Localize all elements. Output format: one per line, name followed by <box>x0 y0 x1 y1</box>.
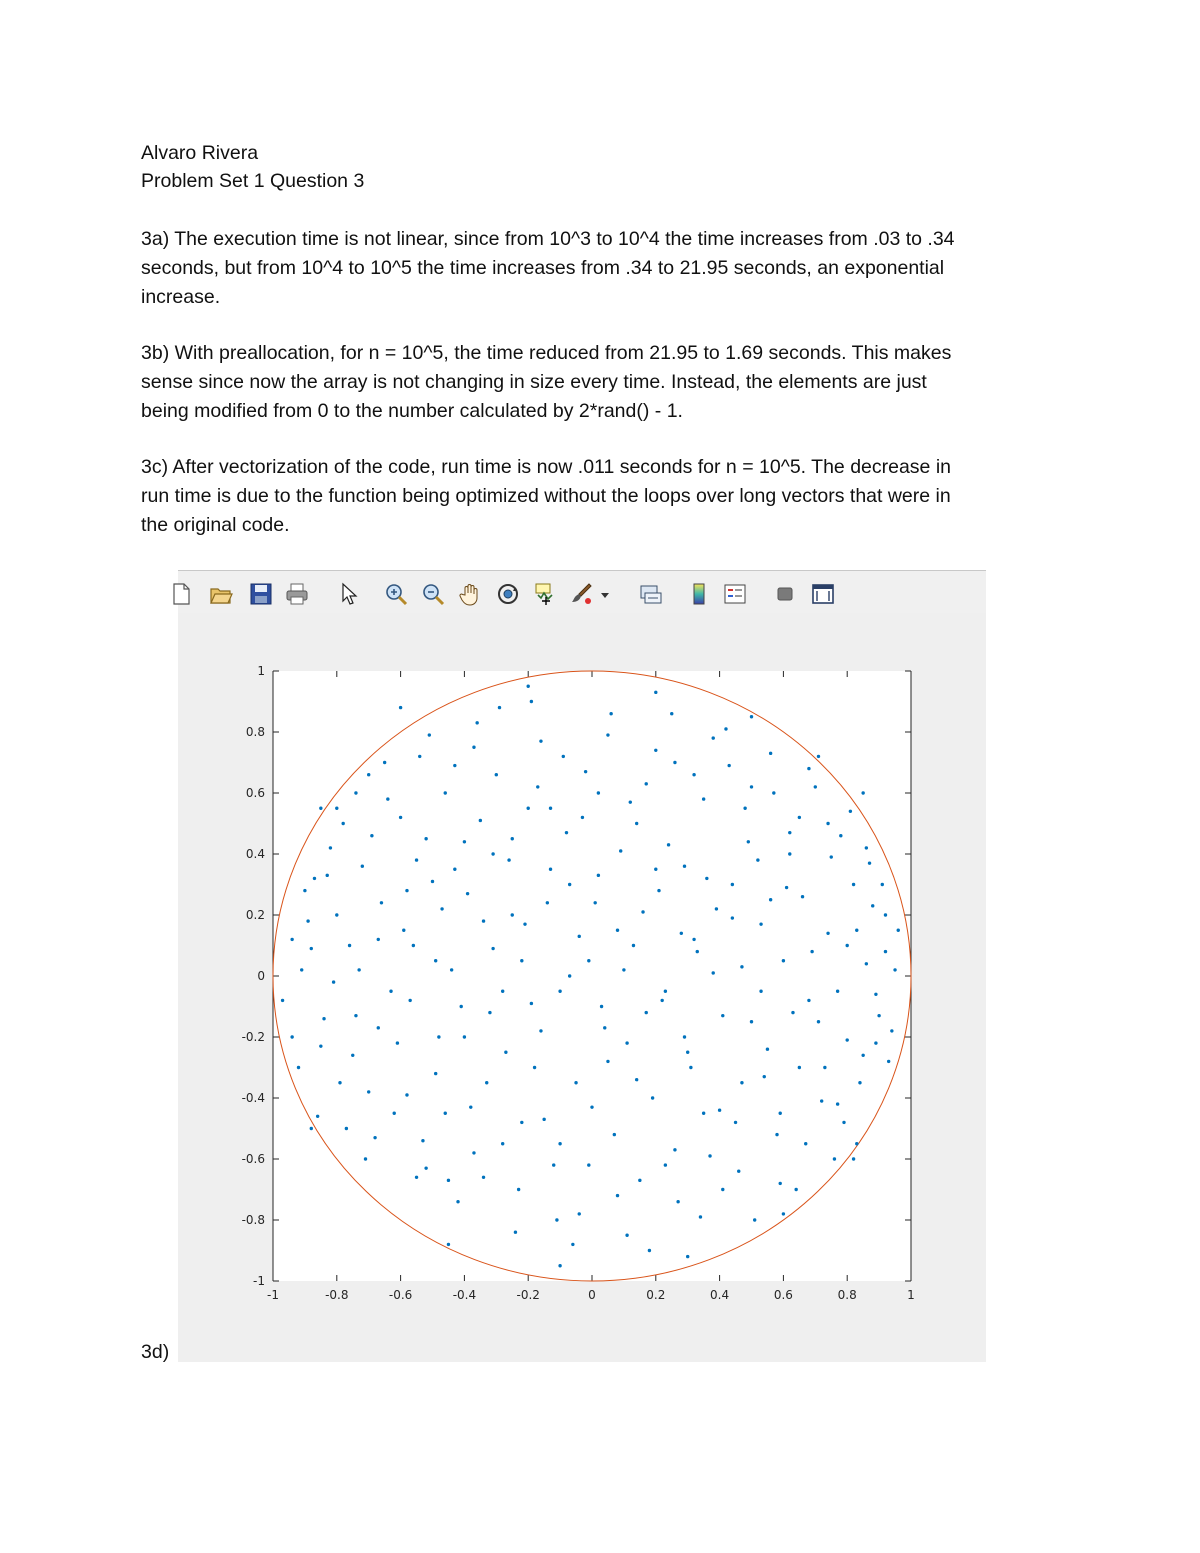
scatter-point <box>651 1096 654 1099</box>
scatter-point <box>491 947 494 950</box>
y-tick-label: -0.6 <box>241 1152 265 1166</box>
scatter-point <box>444 791 447 794</box>
scatter-point <box>402 929 405 932</box>
scatter-point <box>542 1118 545 1121</box>
scatter-point <box>552 1163 555 1166</box>
scatter-point <box>654 749 657 752</box>
scatter-point <box>313 877 316 880</box>
scatter-point <box>319 807 322 810</box>
scatter-point <box>606 1060 609 1063</box>
scatter-point <box>858 1081 861 1084</box>
scatter-point <box>310 1127 313 1130</box>
scatter-point <box>727 764 730 767</box>
scatter-point <box>654 691 657 694</box>
scatter-point <box>491 852 494 855</box>
scatter-point <box>814 785 817 788</box>
scatter-point <box>861 1054 864 1057</box>
scatter-point <box>335 913 338 916</box>
scatter-point <box>306 919 309 922</box>
answer-3b-line-3: being modified from 0 to the number calculated by 2*rand() - 1. <box>141 400 683 422</box>
scatter-point <box>794 1188 797 1191</box>
scatter-point <box>593 901 596 904</box>
scatter-point <box>498 706 501 709</box>
scatter-point <box>622 968 625 971</box>
scatter-point <box>504 1051 507 1054</box>
scatter-point <box>897 929 900 932</box>
scatter-point <box>590 1105 593 1108</box>
scatter-point <box>281 999 284 1002</box>
answer-3a-line-2: seconds, but from 10^4 to 10^5 the time increases from .34 to 21.95 seconds, an exponential <box>141 257 945 279</box>
x-tick-label: -0.2 <box>516 1288 540 1302</box>
scatter-point <box>660 999 663 1002</box>
scatter-point <box>584 770 587 773</box>
scatter-point <box>861 791 864 794</box>
scatter-point <box>798 1066 801 1069</box>
scatter-point <box>558 990 561 993</box>
scatter-point <box>377 1026 380 1029</box>
scatter-point <box>692 938 695 941</box>
x-tick-label: 0.4 <box>710 1288 730 1302</box>
scatter-point <box>686 1051 689 1054</box>
scatter-point <box>488 1011 491 1014</box>
scatter-point <box>734 1121 737 1124</box>
scatter-point <box>549 807 552 810</box>
scatter-point <box>664 1163 667 1166</box>
scatter-point <box>345 1127 348 1130</box>
scatter-point <box>740 1081 743 1084</box>
scatter-point <box>364 1157 367 1160</box>
scatter-point <box>673 1148 676 1151</box>
y-tick-label: 1 <box>257 664 265 678</box>
scatter-point <box>865 962 868 965</box>
scatter-point <box>603 1026 606 1029</box>
scatter-point <box>890 1029 893 1032</box>
scatter-point <box>641 910 644 913</box>
y-tick-label: -0.8 <box>241 1213 265 1227</box>
scatter-point <box>511 913 514 916</box>
scatter-point <box>303 889 306 892</box>
scatter-point <box>657 889 660 892</box>
scatter-point <box>357 968 360 971</box>
scatter-point <box>667 843 670 846</box>
scatter-point <box>852 1157 855 1160</box>
scatter-point <box>731 883 734 886</box>
scatter-point <box>670 712 673 715</box>
scatter-point <box>606 733 609 736</box>
scatter-point <box>648 1249 651 1252</box>
scatter-point <box>775 1133 778 1136</box>
answer-3b-line-2: sense since now the array is not changing in size every time. Instead, the elements are just <box>141 371 927 393</box>
scatter-point <box>444 1112 447 1115</box>
scatter-point <box>721 1188 724 1191</box>
answer-3a-line-1: 3a) The execution time is not linear, since from 10^3 to 10^4 the time increases from .03 to .34 <box>141 228 955 250</box>
scatter-point <box>424 837 427 840</box>
scatter-point <box>871 904 874 907</box>
scatter-point <box>495 773 498 776</box>
scatter-point <box>826 822 829 825</box>
scatter-point <box>460 1005 463 1008</box>
y-tick-label: 0.4 <box>245 847 265 861</box>
scatter-point <box>415 1176 418 1179</box>
scatter-point <box>558 1142 561 1145</box>
scatter-point <box>485 1081 488 1084</box>
scatter-point <box>782 959 785 962</box>
scatter-point <box>779 1182 782 1185</box>
scatter-point <box>597 874 600 877</box>
x-tick-label: 0.2 <box>646 1288 666 1302</box>
scatter-point <box>578 1212 581 1215</box>
scatter-point <box>756 858 759 861</box>
scatter-point <box>750 1020 753 1023</box>
scatter-point <box>737 1170 740 1173</box>
scatter-point <box>322 1017 325 1020</box>
scatter-point <box>297 1066 300 1069</box>
scatter-point <box>842 1121 845 1124</box>
scatter-point <box>852 883 855 886</box>
scatter-point <box>424 1166 427 1169</box>
scatter-point <box>893 968 896 971</box>
scatter-point <box>408 999 411 1002</box>
title-line: Problem Set 1 Question 3 <box>141 170 365 192</box>
axes-background <box>273 671 911 1281</box>
x-tick-label: 0.8 <box>837 1288 857 1302</box>
scatter-point <box>447 1243 450 1246</box>
scatter-point <box>712 736 715 739</box>
scatter-point <box>849 810 852 813</box>
x-tick-label: -0.8 <box>325 1288 349 1302</box>
scatter-point <box>326 874 329 877</box>
x-tick-label: -1 <box>267 1288 279 1302</box>
scatter-point <box>846 1038 849 1041</box>
scatter-point <box>399 706 402 709</box>
scatter-point <box>881 883 884 886</box>
scatter-point <box>772 791 775 794</box>
scatter-point <box>788 852 791 855</box>
scatter-point <box>817 1020 820 1023</box>
scatter-point <box>673 761 676 764</box>
scatter-point <box>418 755 421 758</box>
scatter-point <box>645 782 648 785</box>
scatter-point <box>539 1029 542 1032</box>
x-tick-label: -0.6 <box>388 1288 413 1302</box>
scatter-point <box>329 846 332 849</box>
x-tick-label: 0 <box>588 1288 596 1302</box>
scatter-point <box>571 1243 574 1246</box>
scatter-point <box>855 1142 858 1145</box>
answer-3a-line-3: increase. <box>141 286 221 308</box>
scatter-point <box>434 1072 437 1075</box>
scatter-point <box>421 1139 424 1142</box>
scatter-point <box>530 1002 533 1005</box>
scatter-point <box>635 822 638 825</box>
author-line: Alvaro Rivera <box>141 142 259 164</box>
scatter-point <box>683 865 686 868</box>
scatter-point <box>791 1011 794 1014</box>
scatter-point <box>600 1005 603 1008</box>
scatter-point <box>766 1048 769 1051</box>
scatter-point <box>743 807 746 810</box>
scatter-point <box>472 1151 475 1154</box>
scatter-point <box>507 858 510 861</box>
scatter-point <box>705 877 708 880</box>
scatter-point <box>316 1115 319 1118</box>
scatter-point <box>389 990 392 993</box>
scatter-point <box>562 755 565 758</box>
scatter-point <box>338 1081 341 1084</box>
scatter-point <box>475 721 478 724</box>
scatter-point <box>578 935 581 938</box>
scatter-point <box>555 1218 558 1221</box>
answer-3b-line-1: 3b) With preallocation, for n = 10^5, the time reduced from 21.95 to 1.69 seconds. This makes <box>141 342 952 364</box>
scatter-point <box>635 1078 638 1081</box>
scatter-point <box>686 1255 689 1258</box>
scatter-point <box>702 1112 705 1115</box>
scatter-point <box>696 950 699 953</box>
scatter-point <box>654 868 657 871</box>
scatter-point <box>747 840 750 843</box>
scatter-point <box>517 1188 520 1191</box>
scatter-point <box>785 886 788 889</box>
scatter-point <box>597 791 600 794</box>
scatter-point <box>482 919 485 922</box>
scatter-point <box>354 791 357 794</box>
scatter-point <box>804 1142 807 1145</box>
scatter-point <box>801 895 804 898</box>
scatter-point <box>676 1200 679 1203</box>
scatter-point <box>759 922 762 925</box>
scatter-point <box>712 971 715 974</box>
scatter-point <box>823 1066 826 1069</box>
scatter-point <box>625 1234 628 1237</box>
scatter-point <box>523 922 526 925</box>
y-tick-label: 0.6 <box>245 786 265 800</box>
scatter-point <box>724 727 727 730</box>
scatter-point <box>839 834 842 837</box>
scatter-point <box>645 1011 648 1014</box>
scatter-point <box>290 938 293 941</box>
scatter-point <box>587 959 590 962</box>
scatter-point <box>383 761 386 764</box>
x-tick-label: -0.4 <box>452 1288 477 1302</box>
scatter-point <box>399 816 402 819</box>
scatter-point <box>689 1066 692 1069</box>
answer-3c-line-3: the original code. <box>141 514 290 536</box>
scatter-point <box>574 1081 577 1084</box>
scatter-point <box>830 855 833 858</box>
scatter-point <box>836 990 839 993</box>
scatter-point <box>440 907 443 910</box>
scatter-point <box>453 868 456 871</box>
scatter-point <box>788 831 791 834</box>
scatter-point <box>332 980 335 983</box>
scatter-point <box>855 929 858 932</box>
scatter-point <box>463 1035 466 1038</box>
scatter-point <box>348 944 351 947</box>
scatter-point <box>836 1102 839 1105</box>
scatter-point <box>721 1014 724 1017</box>
scatter-point <box>807 999 810 1002</box>
scatter-point <box>373 1136 376 1139</box>
scatter-point <box>699 1215 702 1218</box>
scatter-point <box>428 733 431 736</box>
scatter-point <box>527 685 530 688</box>
scatter-point <box>616 929 619 932</box>
scatter-point <box>887 1060 890 1063</box>
scatter-point <box>319 1044 322 1047</box>
scatter-point <box>568 883 571 886</box>
scatter-point <box>354 1014 357 1017</box>
scatter-point <box>846 944 849 947</box>
scatter-point <box>520 1121 523 1124</box>
scatter-point <box>769 898 772 901</box>
scatter-point <box>511 837 514 840</box>
scatter-point <box>708 1154 711 1157</box>
scatter-point <box>865 846 868 849</box>
answer-3c-line-2: run time is due to the function being optimized without the loops over long vectors that were in <box>141 485 951 507</box>
scatter-point <box>546 901 549 904</box>
scatter-point <box>466 892 469 895</box>
scatter-point <box>632 944 635 947</box>
scatter-point <box>530 700 533 703</box>
y-tick-label: -0.4 <box>241 1091 265 1105</box>
scatter-point <box>479 819 482 822</box>
scatter-point <box>351 1054 354 1057</box>
scatter-point <box>731 916 734 919</box>
scatter-point <box>310 947 313 950</box>
scatter-point <box>539 739 542 742</box>
scatter-point <box>884 913 887 916</box>
scatter-point <box>393 1112 396 1115</box>
scatter-point <box>759 990 762 993</box>
scatter-point <box>874 1041 877 1044</box>
scatter-point <box>335 807 338 810</box>
scatter-point <box>501 1142 504 1145</box>
scatter-point <box>290 1035 293 1038</box>
scatter-point <box>405 889 408 892</box>
scatter-point <box>763 1075 766 1078</box>
scatter-point <box>750 715 753 718</box>
scatter-point <box>884 950 887 953</box>
y-tick-label: 0.8 <box>245 725 265 739</box>
scatter-point <box>810 950 813 953</box>
scatter-point <box>453 764 456 767</box>
scatter-point <box>625 1041 628 1044</box>
scatter-point <box>380 901 383 904</box>
scatter-point <box>396 1041 399 1044</box>
scatter-point <box>692 773 695 776</box>
scatter-point <box>613 1133 616 1136</box>
scatter-point <box>702 797 705 800</box>
scatter-point <box>514 1231 517 1234</box>
scatter-point <box>386 797 389 800</box>
scatter-point <box>826 932 829 935</box>
scatter-point <box>456 1200 459 1203</box>
scatter-point <box>536 785 539 788</box>
scatter-point <box>680 932 683 935</box>
scatter-point <box>482 1176 485 1179</box>
scatter-point <box>568 974 571 977</box>
scatter-point <box>558 1264 561 1267</box>
scatter-point <box>434 959 437 962</box>
scatter-point <box>750 785 753 788</box>
scatter-point <box>341 822 344 825</box>
scatter-point <box>415 858 418 861</box>
scatter-point <box>450 968 453 971</box>
scatter-point <box>715 907 718 910</box>
scatter-point <box>472 746 475 749</box>
scatter-point <box>549 868 552 871</box>
scatter-point <box>609 712 612 715</box>
scatter-point <box>817 755 820 758</box>
scatter-point <box>377 938 380 941</box>
scatter-point <box>779 1112 782 1115</box>
scatter-point <box>782 1212 785 1215</box>
scatter-point <box>629 800 632 803</box>
answer-3c-line-1: 3c) After vectorization of the code, run time is now .011 seconds for n = 10^5. The decrease in <box>141 456 952 478</box>
scatter-point <box>798 816 801 819</box>
scatter-point <box>753 1218 756 1221</box>
label-3d: 3d) <box>141 1341 170 1363</box>
scatter-point <box>300 968 303 971</box>
y-tick-label: -1 <box>253 1274 265 1288</box>
scatter-point <box>367 1090 370 1093</box>
scatter-point <box>581 816 584 819</box>
scatter-point <box>431 880 434 883</box>
scatter-point <box>638 1179 641 1182</box>
y-tick-label: 0 <box>257 969 265 983</box>
scatter-point <box>405 1093 408 1096</box>
scatter-point <box>520 959 523 962</box>
scatter-point <box>619 849 622 852</box>
scatter-point <box>361 865 364 868</box>
scatter-point <box>769 752 772 755</box>
scatter-point <box>740 965 743 968</box>
scatter-point <box>463 840 466 843</box>
scatter-point <box>683 1035 686 1038</box>
scatter-point <box>874 993 877 996</box>
scatter-point <box>587 1163 590 1166</box>
scatter-point <box>664 990 667 993</box>
scatter-point <box>807 767 810 770</box>
scatter-point <box>412 944 415 947</box>
scatter-point <box>527 807 530 810</box>
scatter-point <box>868 861 871 864</box>
x-tick-label: 0.6 <box>773 1288 793 1302</box>
scatter-point <box>616 1194 619 1197</box>
x-tick-label: 1 <box>907 1288 915 1302</box>
scatter-point <box>877 1014 880 1017</box>
scatter-point <box>533 1066 536 1069</box>
scatter-point <box>367 773 370 776</box>
scatter-point <box>833 1157 836 1160</box>
scatter-point <box>501 990 504 993</box>
scatter-point <box>718 1109 721 1112</box>
scatter-point <box>565 831 568 834</box>
y-tick-label: -0.2 <box>241 1030 265 1044</box>
scatter-point <box>370 834 373 837</box>
scatter-point <box>469 1105 472 1108</box>
y-tick-label: 0.2 <box>245 908 265 922</box>
scatter-point <box>820 1099 823 1102</box>
scatter-point <box>437 1035 440 1038</box>
scatter-point <box>447 1179 450 1182</box>
